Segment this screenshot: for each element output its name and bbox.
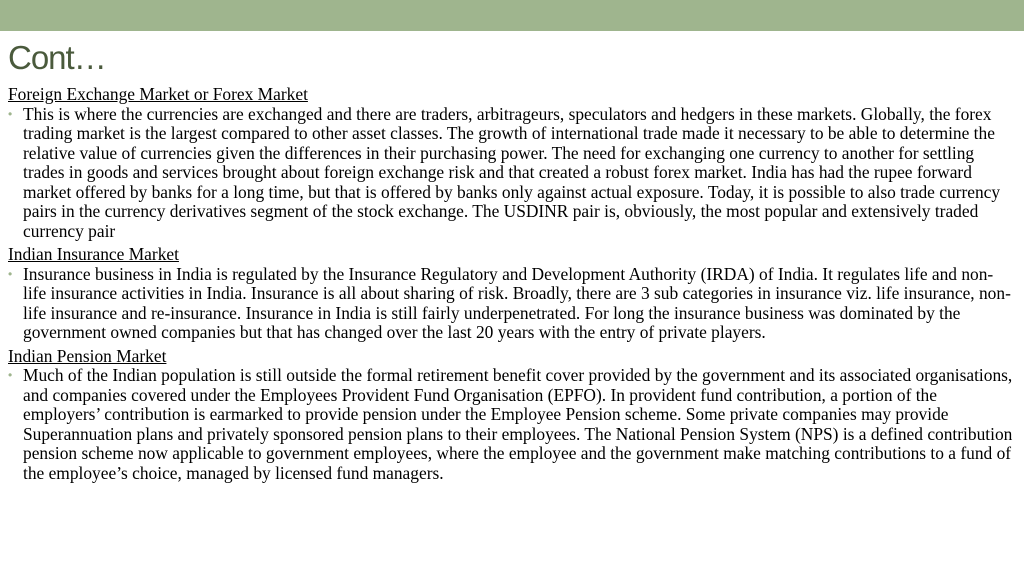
section-insurance-market: [8, 245, 1016, 343]
bullet-text: Much of the Indian population is still outside the formal retirement benefit cover provided by the government and its associated organisations, and companies covered under the Employees Provident Fund Organisation (EPFO). In provident fund contribution, a portion of the employers’ contribution is earmarked to provide pension under the Employee Pension scheme. Some private companies may provide Superannuation plans and privately sponsored pension plans to their employees. The National Pension System (NPS) is a defined contribution pension scheme now applicable to government employees, where the employee and the government make matching contributions to a fund of the employee’s choice, managed by licensed fund managers.: [23, 365, 1013, 483]
bullet-item: [8, 366, 1016, 483]
section-heading: Indian Insurance Market: [8, 244, 179, 264]
slide-title: Cont…: [8, 39, 106, 76]
section-forex-market: [8, 85, 1016, 241]
bullet-text: Insurance business in India is regulated by the Insurance Regulatory and Development Authority (IRDA) of India. It regulates life and non-life insurance activities in India. Insurance is all about sharing of risk. Broadly, there are 3 sub categories in insurance viz. life insurance, non-life insurance and re-insurance. Insurance in India is still fairly underpenetrated. For long the insurance business was dominated by the government owned companies but that has changed over the last 20 years with the entry of private players.: [23, 263, 1011, 342]
bullet-item: [8, 105, 1016, 242]
slide-content: [8, 85, 1016, 487]
bullet-item: [8, 265, 1016, 343]
bullet-text: This is where the currencies are exchanged and there are traders, arbitrageurs, speculators and hedgers in these markets. Globally, the forex trading market is the largest compared to other asset classes. The growth of international trade made it necessary to be able to determine the relative value of currencies given the differences in their purchasing power. The need for exchanging one currency to another for settling trades in goods and services brought about foreign exchange risk and that created a robust forex market. India has had the rupee forward market offered by banks for a long time, but that is offered by banks only against actual exposure. Today, it is possible to also trade currency pairs in the currency derivatives segment of the stock exchange. The USDINR pair is, obviously, the most popular and extensively traded currency pair: [23, 103, 1001, 241]
top-accent-bar: [0, 0, 1024, 31]
section-pension-market: [8, 347, 1016, 484]
section-heading: Foreign Exchange Market or Forex Market: [8, 84, 308, 104]
bullet-dot-icon: •: [8, 266, 13, 281]
bullet-dot-icon: •: [8, 106, 13, 121]
section-heading: Indian Pension Market: [8, 345, 167, 366]
bullet-dot-icon: •: [8, 368, 13, 382]
